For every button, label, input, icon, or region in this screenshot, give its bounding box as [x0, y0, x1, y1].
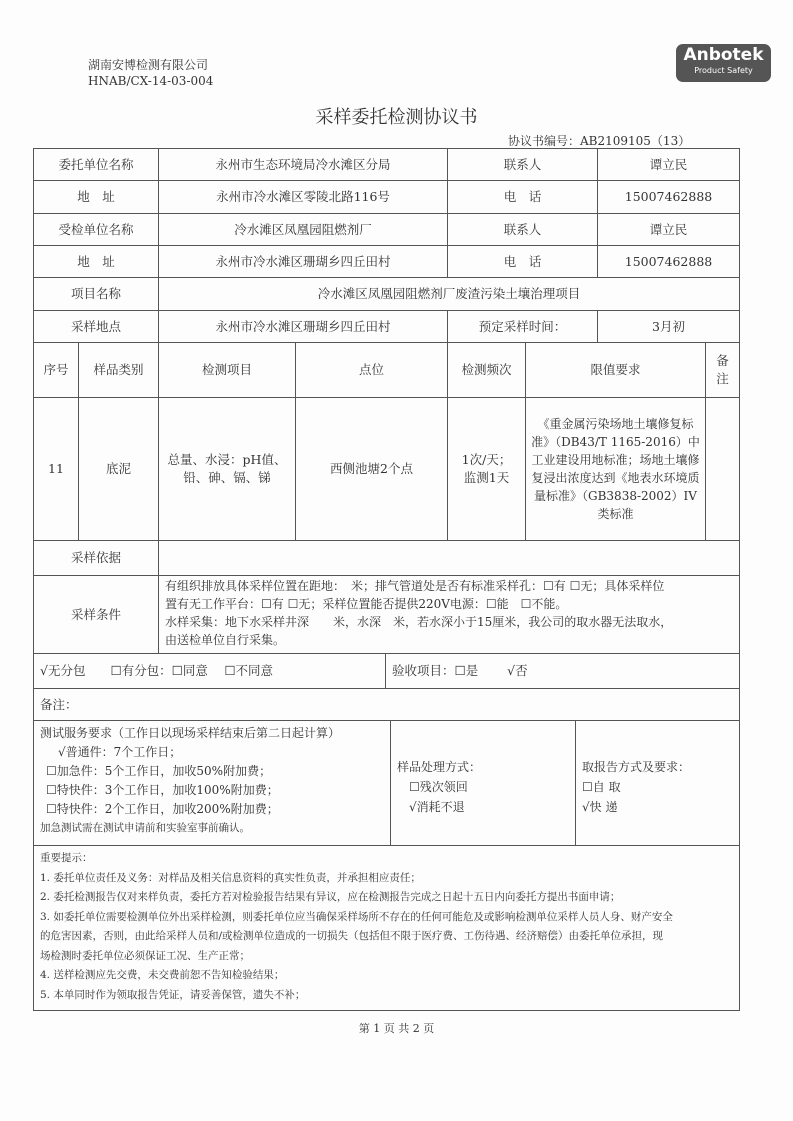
important-notices	[33, 845, 740, 1011]
col-header-type: 样品类别	[78, 342, 159, 398]
service-option: ☐特快件：2个工作日，加收200%附加费；	[46, 802, 279, 816]
row-frequency: 1次/天；监测1天	[447, 397, 526, 541]
col-header-note: 备注	[705, 342, 740, 398]
report-option: ☐自 取	[582, 780, 621, 794]
agreement-number: 协议书编号：AB2109105（13）	[508, 134, 691, 148]
page-number: 第 1 页 共 2 页	[358, 1022, 435, 1035]
remarks-label: 备注：	[33, 688, 740, 721]
client-label: 委托单位名称	[33, 148, 159, 181]
inspected-label: 受检单位名称	[33, 213, 159, 246]
conditions-line: 水样采集：地下水采样井深 米，水深 米，若水深小于15厘米，我公司的取水器无法取水，	[165, 615, 673, 629]
col-header-items: 检测项目	[158, 342, 296, 398]
conditions-label: 采样条件	[33, 575, 159, 654]
service-option: ☐特快件：3个工作日，加收100%附加费；	[46, 783, 279, 797]
address-label: 地 址	[33, 180, 159, 214]
row-note	[705, 397, 740, 541]
site-label: 采样地点	[33, 310, 159, 343]
client-address: 永州市冷水滩区零陵北路116号	[158, 180, 448, 214]
sample-option: √消耗不退	[409, 800, 465, 814]
document-title: 采样委托检测协议书	[315, 107, 478, 128]
phone-label: 电 话	[447, 180, 598, 214]
basis-label: 采样依据	[33, 540, 159, 576]
service-option: ☐加急件：5个工作日，加收50%附加费；	[46, 764, 272, 778]
row-point: 西侧池塘2个点	[295, 397, 448, 541]
notice-item: 2. 委托检测报告仅对来样负责，委托方若对检验报告结果有异议，应在检测报告完成之日起十五日内向委托方提出书面申请；	[40, 891, 621, 903]
form-code: HNAB/CX-14-03-004	[88, 74, 214, 88]
row-no: 11	[33, 397, 79, 541]
contact-label: 联系人	[447, 148, 598, 181]
inspected-contact: 谭立民	[597, 213, 740, 246]
project-label: 项目名称	[33, 277, 159, 311]
notice-item: 场检测时委托单位必须保证工况、生产正常；	[40, 949, 250, 962]
sampling-site: 永州市冷水滩区珊瑚乡四丘田村	[158, 310, 448, 343]
notices-title: 重要提示：	[40, 852, 93, 864]
notice-item: 的危害因素，否则，由此给采样人员和/或检测单位造成的一切损失（包括但不限于医疗费、工伤待遇、经济赔偿）由委托单位承担，现	[40, 930, 664, 942]
service-note: 加急测试需在测试申请前和实验室事前确认。	[40, 822, 250, 834]
col-header-frequency: 检测频次	[447, 342, 526, 398]
contact-label: 联系人	[447, 213, 598, 246]
conditions-line: 由送检单位自行采集。	[165, 633, 286, 647]
conditions-text	[158, 575, 740, 654]
report-delivery	[575, 720, 740, 846]
phone-label: 电 话	[447, 245, 598, 278]
service-requirements	[33, 720, 391, 846]
service-title: 测试服务要求（工作日以现场采样结束后第二日起计算）	[40, 726, 341, 740]
subcontract-options: √无分包 ☐有分包：☐同意 ☐不同意	[33, 653, 386, 689]
company-name: 湖南安博检测有限公司	[88, 58, 209, 72]
client-phone: 15007462888	[597, 180, 740, 214]
inspected-address: 永州市冷水滩区珊瑚乡四丘田村	[158, 245, 448, 278]
row-limit: 《重金属污染场地土壤修复标准》（DB43/T 1165-2016）中工业建设用地标准；场地土壤修复浸出浓度达到《地表水环境质量标准》（GB3838-2002）IV类标准	[525, 397, 706, 541]
address-label: 地 址	[33, 245, 159, 278]
acceptance-options: 验收项目：☐是 √否	[385, 653, 740, 689]
inspected-name: 冷水滩区凤凰园阻燃剂厂	[158, 213, 448, 246]
notice-item: 3. 如委托单位需要检测单位外出采样检测，则委托单位应当确保采样场所不存在的任何可能危及或影响检测单位采样人员人身、财产安全	[40, 910, 673, 923]
notice-item: 1. 委托单位责任及义务：对样品及相关信息资料的真实性负责，并承担相应责任；	[40, 871, 421, 884]
project-name: 冷水滩区凤凰园阻燃剂厂废渣污染土壤治理项目	[158, 277, 740, 311]
inspected-phone: 15007462888	[597, 245, 740, 278]
sampling-time: 3月初	[597, 310, 740, 343]
time-label: 预定采样时间：	[447, 310, 598, 343]
row-type: 底泥	[78, 397, 159, 541]
sample-handling-title: 样品处理方式：	[397, 760, 482, 774]
report-option: √快 递	[582, 800, 618, 814]
basis-value	[158, 540, 740, 576]
sample-option: ☐残次领回	[409, 780, 468, 794]
conditions-line: 置有无工作平台：☐有 ☐无；采样位置能否提供220V电源：☐能 ☐不能。	[165, 597, 568, 611]
conditions-line: 有组织排放具体采样位置在距地： 米；排气管道处是否有标准采样孔：☐有 ☐无；具体采样位	[165, 579, 665, 593]
report-delivery-title: 取报告方式及要求：	[582, 760, 691, 774]
col-header-point: 点位	[295, 342, 448, 398]
client-contact: 谭立民	[597, 148, 740, 181]
service-option: √普通件：7个工作日；	[58, 745, 182, 759]
anbotek-logo	[676, 44, 771, 82]
col-header-limit: 限值要求	[525, 342, 706, 398]
notice-item: 5. 本单同时作为领取报告凭证，请妥善保管，遗失不补；	[40, 988, 306, 1001]
logo-text: Anbotek	[683, 45, 764, 65]
client-name: 永州市生态环境局冷水滩区分局	[158, 148, 448, 181]
row-items: 总量、水浸：pH值、铅、砷、镉、锑	[158, 397, 296, 541]
sample-handling	[390, 720, 576, 846]
logo-subtext: Product Safety	[694, 66, 753, 75]
col-header-no: 序号	[33, 342, 79, 398]
notice-item: 4. 送样检测应先交费，未交费前恕不告知检验结果；	[40, 969, 285, 981]
